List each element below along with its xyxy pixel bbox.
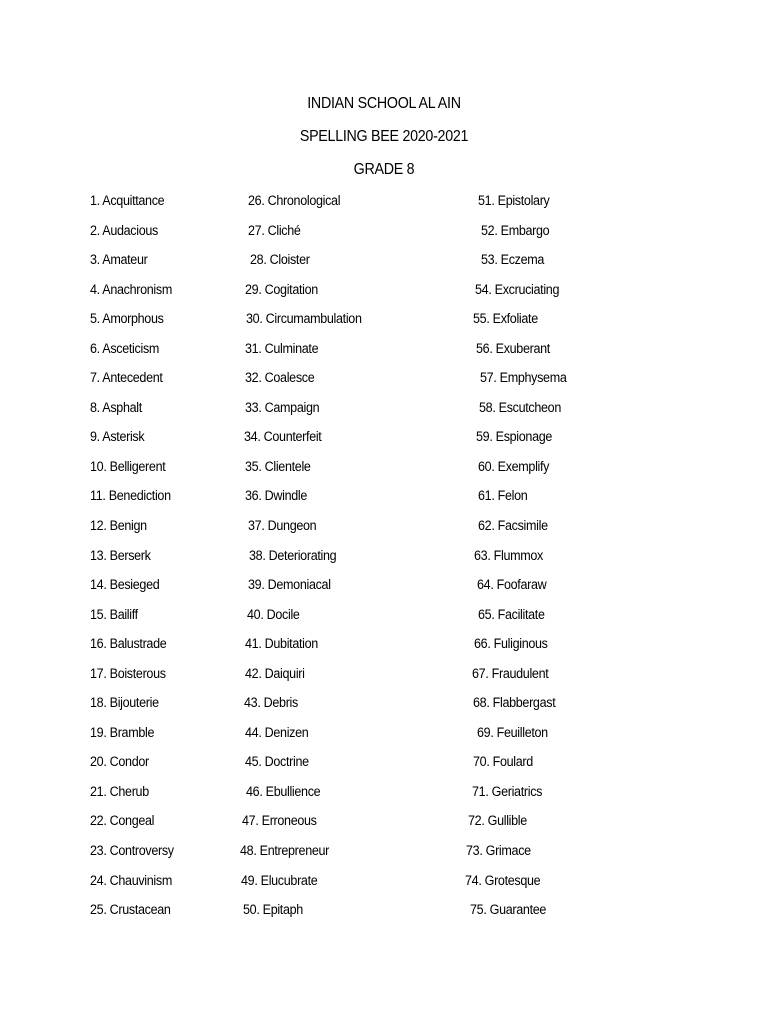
word-item: 39. Demoniacal (248, 577, 331, 593)
word-item: 47. Erroneous (242, 813, 317, 829)
word-item: 16. Balustrade (90, 636, 167, 652)
word-item: 11. Benediction (90, 488, 171, 504)
word-item: 21. Cherub (90, 783, 149, 799)
word-item: 55. Exfoliate (473, 311, 538, 327)
word-item: 3. Amateur (90, 252, 148, 268)
word-item: 7. Antecedent (90, 370, 163, 386)
word-item: 70. Foulard (473, 754, 533, 770)
word-item: 74. Grotesque (465, 872, 541, 888)
word-item: 42. Daiquiri (245, 665, 305, 681)
word-item: 12. Benign (90, 518, 147, 534)
word-item: 71. Geriatrics (472, 783, 543, 799)
word-item: 40. Docile (247, 606, 300, 622)
word-item: 26. Chronological (248, 193, 341, 208)
word-item: 57. Emphysema (480, 370, 567, 386)
word-item: 75. Guarantee (470, 902, 547, 918)
word-item: 30. Circumambulation (246, 311, 362, 327)
word-item: 14. Besieged (90, 577, 160, 593)
word-item: 8. Asphalt (90, 399, 142, 415)
word-item: 37. Dungeon (248, 518, 317, 534)
word-item: 73. Grimace (466, 843, 531, 859)
word-item: 31. Culminate (245, 340, 319, 356)
word-item: 20. Condor (90, 754, 149, 770)
school-name: INDIAN SCHOOL AL AIN (307, 95, 461, 112)
word-item: 53. Eczema (481, 252, 545, 268)
word-item: 45. Doctrine (245, 754, 309, 770)
word-item: 25. Crustacean (90, 902, 171, 918)
word-item: 28. Cloister (250, 252, 310, 268)
word-item: 58. Escutcheon (479, 399, 561, 415)
word-item: 4. Anachronism (90, 281, 172, 297)
word-item: 43. Debris (244, 695, 298, 711)
word-item: 51. Epistolary (478, 193, 550, 208)
word-item: 9. Asterisk (90, 429, 145, 445)
word-item: 62. Facsimile (478, 518, 548, 534)
word-item: 63. Flummox (474, 547, 543, 563)
word-item: 15. Bailiff (90, 606, 138, 622)
word-item: 38. Deteriorating (249, 547, 337, 563)
word-item: 59. Espionage (476, 429, 553, 445)
word-item: 54. Excruciating (475, 281, 560, 297)
word-item: 6. Asceticism (90, 340, 160, 356)
word-item: 69. Feuilleton (477, 724, 548, 740)
word-item: 18. Bijouterie (90, 695, 159, 711)
word-item: 24. Chauvinism (90, 872, 172, 888)
event-title: SPELLING BEE 2020-2021 (299, 128, 469, 145)
word-item: 22. Congeal (90, 813, 155, 829)
word-item: 23. Controversy (90, 843, 174, 859)
word-item: 65. Facilitate (478, 606, 545, 622)
word-item: 52. Embargo (481, 222, 550, 238)
word-item: 60. Exemplify (478, 458, 550, 474)
word-item: 32. Coalesce (245, 370, 315, 386)
word-item: 35. Clientele (245, 458, 311, 474)
word-item: 68. Flabbergast (473, 695, 556, 711)
word-item: 67. Fraudulent (472, 665, 549, 681)
word-item: 5. Amorphous (90, 311, 164, 327)
word-item: 50. Epitaph (243, 902, 303, 918)
word-item: 2. Audacious (90, 222, 158, 238)
word-item: 33. Campaign (245, 399, 320, 415)
word-item: 56. Exuberant (476, 340, 550, 356)
grade-title: GRADE 8 (353, 161, 415, 178)
word-item: 34. Counterfeit (244, 429, 322, 445)
word-column-1 (90, 192, 240, 931)
word-item: 64. Foofaraw (477, 577, 547, 593)
word-item: 36. Dwindle (245, 488, 308, 504)
word-item: 72. Gullible (468, 813, 527, 829)
word-item: 29. Cogitation (245, 281, 318, 297)
word-item: 1. Acquittance (90, 193, 165, 208)
word-column-2 (240, 192, 460, 931)
word-column-3 (463, 192, 643, 931)
word-item: 19. Bramble (90, 724, 155, 740)
word-item: 44. Denizen (245, 724, 309, 740)
word-item: 66. Fuliginous (474, 636, 548, 652)
word-item: 17. Boisterous (90, 665, 166, 681)
word-item: 10. Belligerent (90, 458, 166, 474)
word-item: 27. Cliché (248, 222, 301, 238)
word-item: 46. Ebullience (246, 783, 321, 799)
word-item: 48. Entrepreneur (240, 843, 330, 859)
word-item: 49. Elucubrate (241, 872, 318, 888)
word-item: 13. Berserk (90, 547, 151, 563)
word-item: 41. Dubitation (245, 636, 318, 652)
word-item: 61. Felon (478, 488, 528, 504)
